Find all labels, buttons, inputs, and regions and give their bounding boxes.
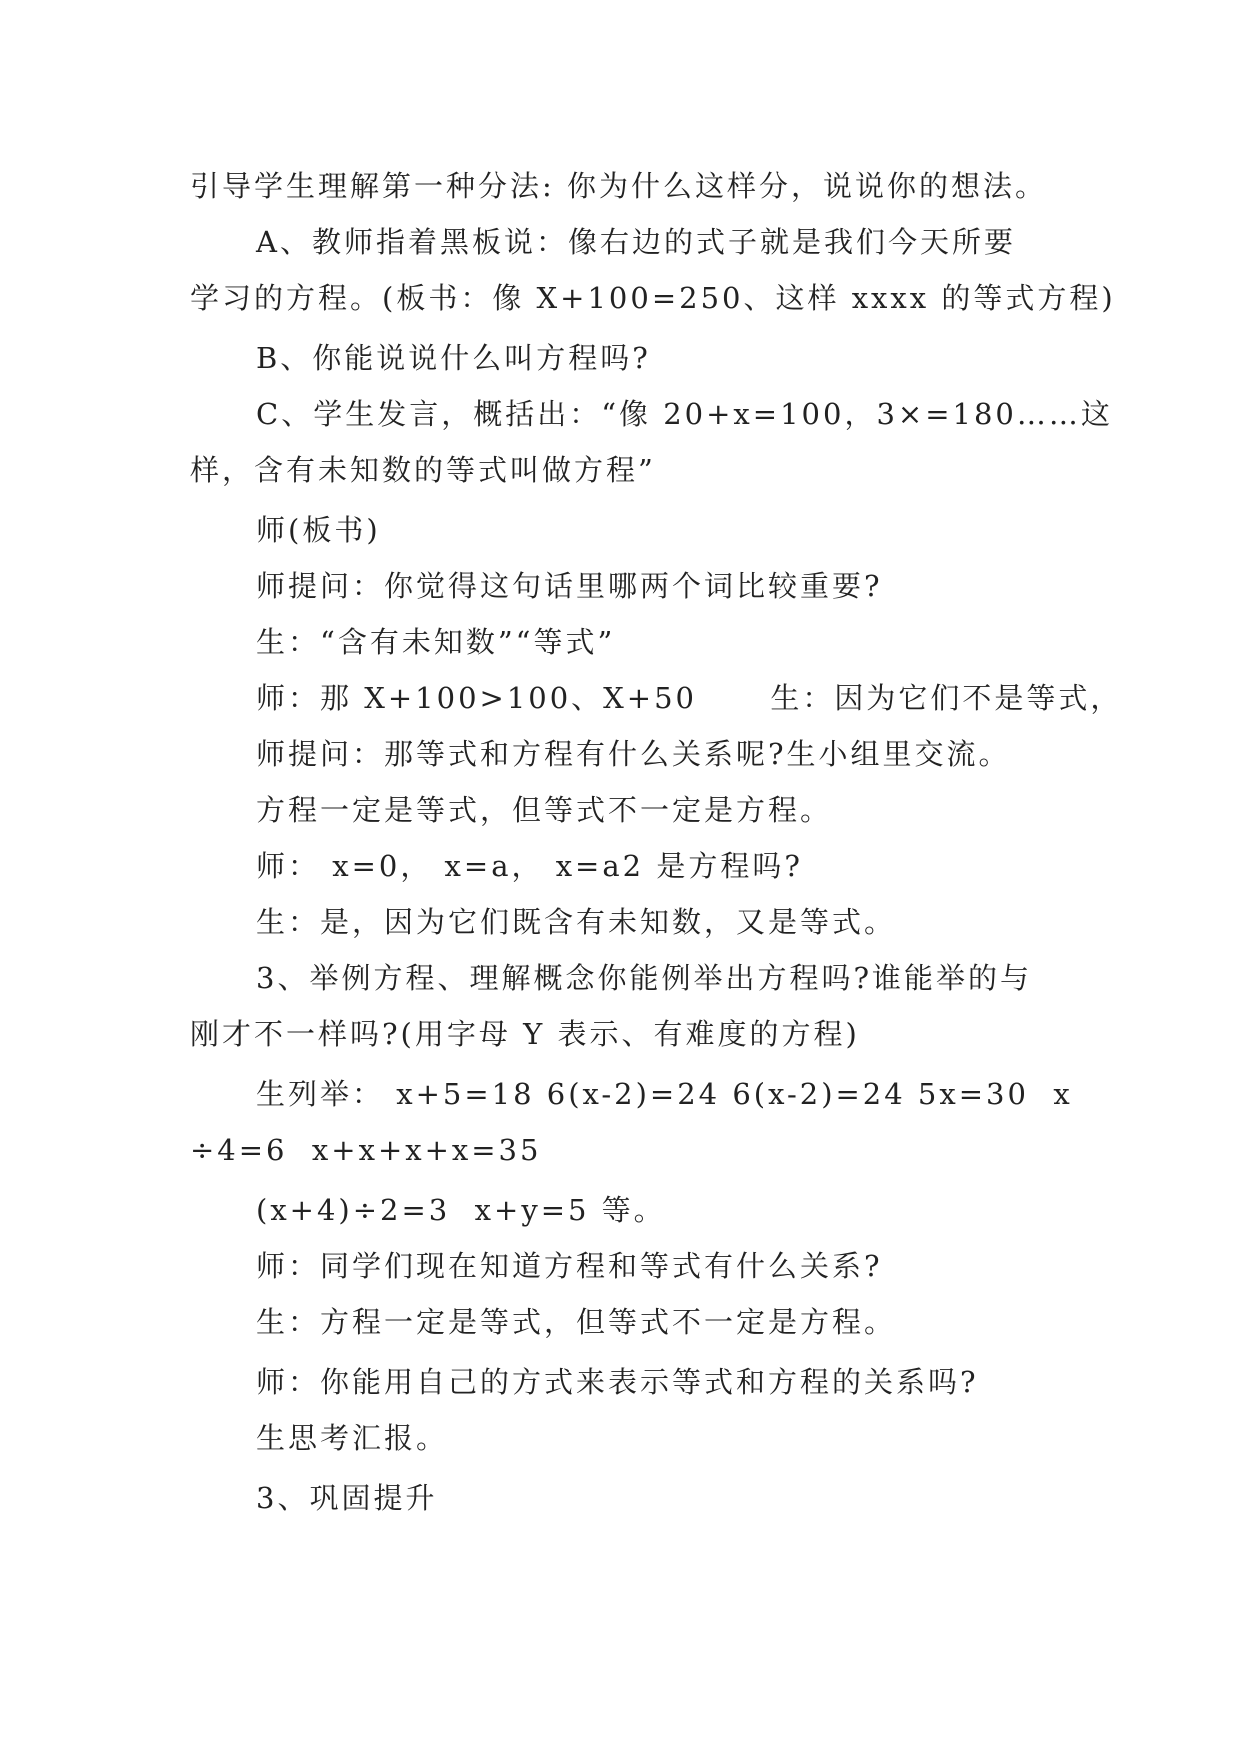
text-line: 师：那 X+100>100、X+50 生：因为它们不是等式，	[256, 681, 1123, 715]
text-line: 师(板书)	[256, 513, 381, 547]
text-line: 引导学生理解第一种分法: 你为什么这样分，说说你的想法。	[190, 169, 1047, 203]
text-line: 师提问：那等式和方程有什么关系呢?生小组里交流。	[256, 737, 1011, 771]
text-line: 师提问：你觉得这句话里哪两个词比较重要?	[256, 569, 883, 603]
text-line: 师：你能用自己的方式来表示等式和方程的关系吗?	[256, 1365, 979, 1399]
text-line: 生思考汇报。	[256, 1421, 449, 1455]
text-line: ÷4=6 x+x+x+x=35	[190, 1133, 542, 1167]
text-line: 3、举例方程、理解概念你能例举出方程吗?谁能举的与	[256, 961, 1032, 995]
text-line: 3、巩固提升	[256, 1481, 438, 1515]
text-line: B、你能说说什么叫方程吗?	[256, 341, 651, 375]
text-line: (x+4)÷2=3 x+y=5 等。	[256, 1193, 666, 1227]
text-line: A、教师指着黑板说：像右边的式子就是我们今天所要	[256, 225, 1016, 259]
text-line: 生：方程一定是等式，但等式不一定是方程。	[256, 1305, 897, 1339]
text-line: 师：同学们现在知道方程和等式有什么关系?	[256, 1249, 883, 1283]
text-line: 刚才不一样吗?(用字母 Y 表示、有难度的方程)	[190, 1017, 860, 1051]
text-line: C、学生发言，概括出：“像 20+x=100，3×=180……这	[256, 397, 1113, 431]
text-line: 生列举： x+5=18 6(x-2)=24 6(x-2)=24 5x=30 x	[256, 1077, 1073, 1111]
text-line: 方程一定是等式，但等式不一定是方程。	[256, 793, 833, 827]
text-line: 生：是，因为它们既含有未知数，又是等式。	[256, 905, 897, 939]
text-line: 生：“含有未知数”“等式”	[256, 625, 616, 659]
text-line: 师： x=0， x=a， x=a2 是方程吗?	[256, 849, 803, 883]
text-line: 样，含有未知数的等式叫做方程”	[190, 453, 656, 487]
text-line: 学习的方程。(板书：像 X+100=250、这样 xxxx 的等式方程)	[190, 281, 1116, 315]
